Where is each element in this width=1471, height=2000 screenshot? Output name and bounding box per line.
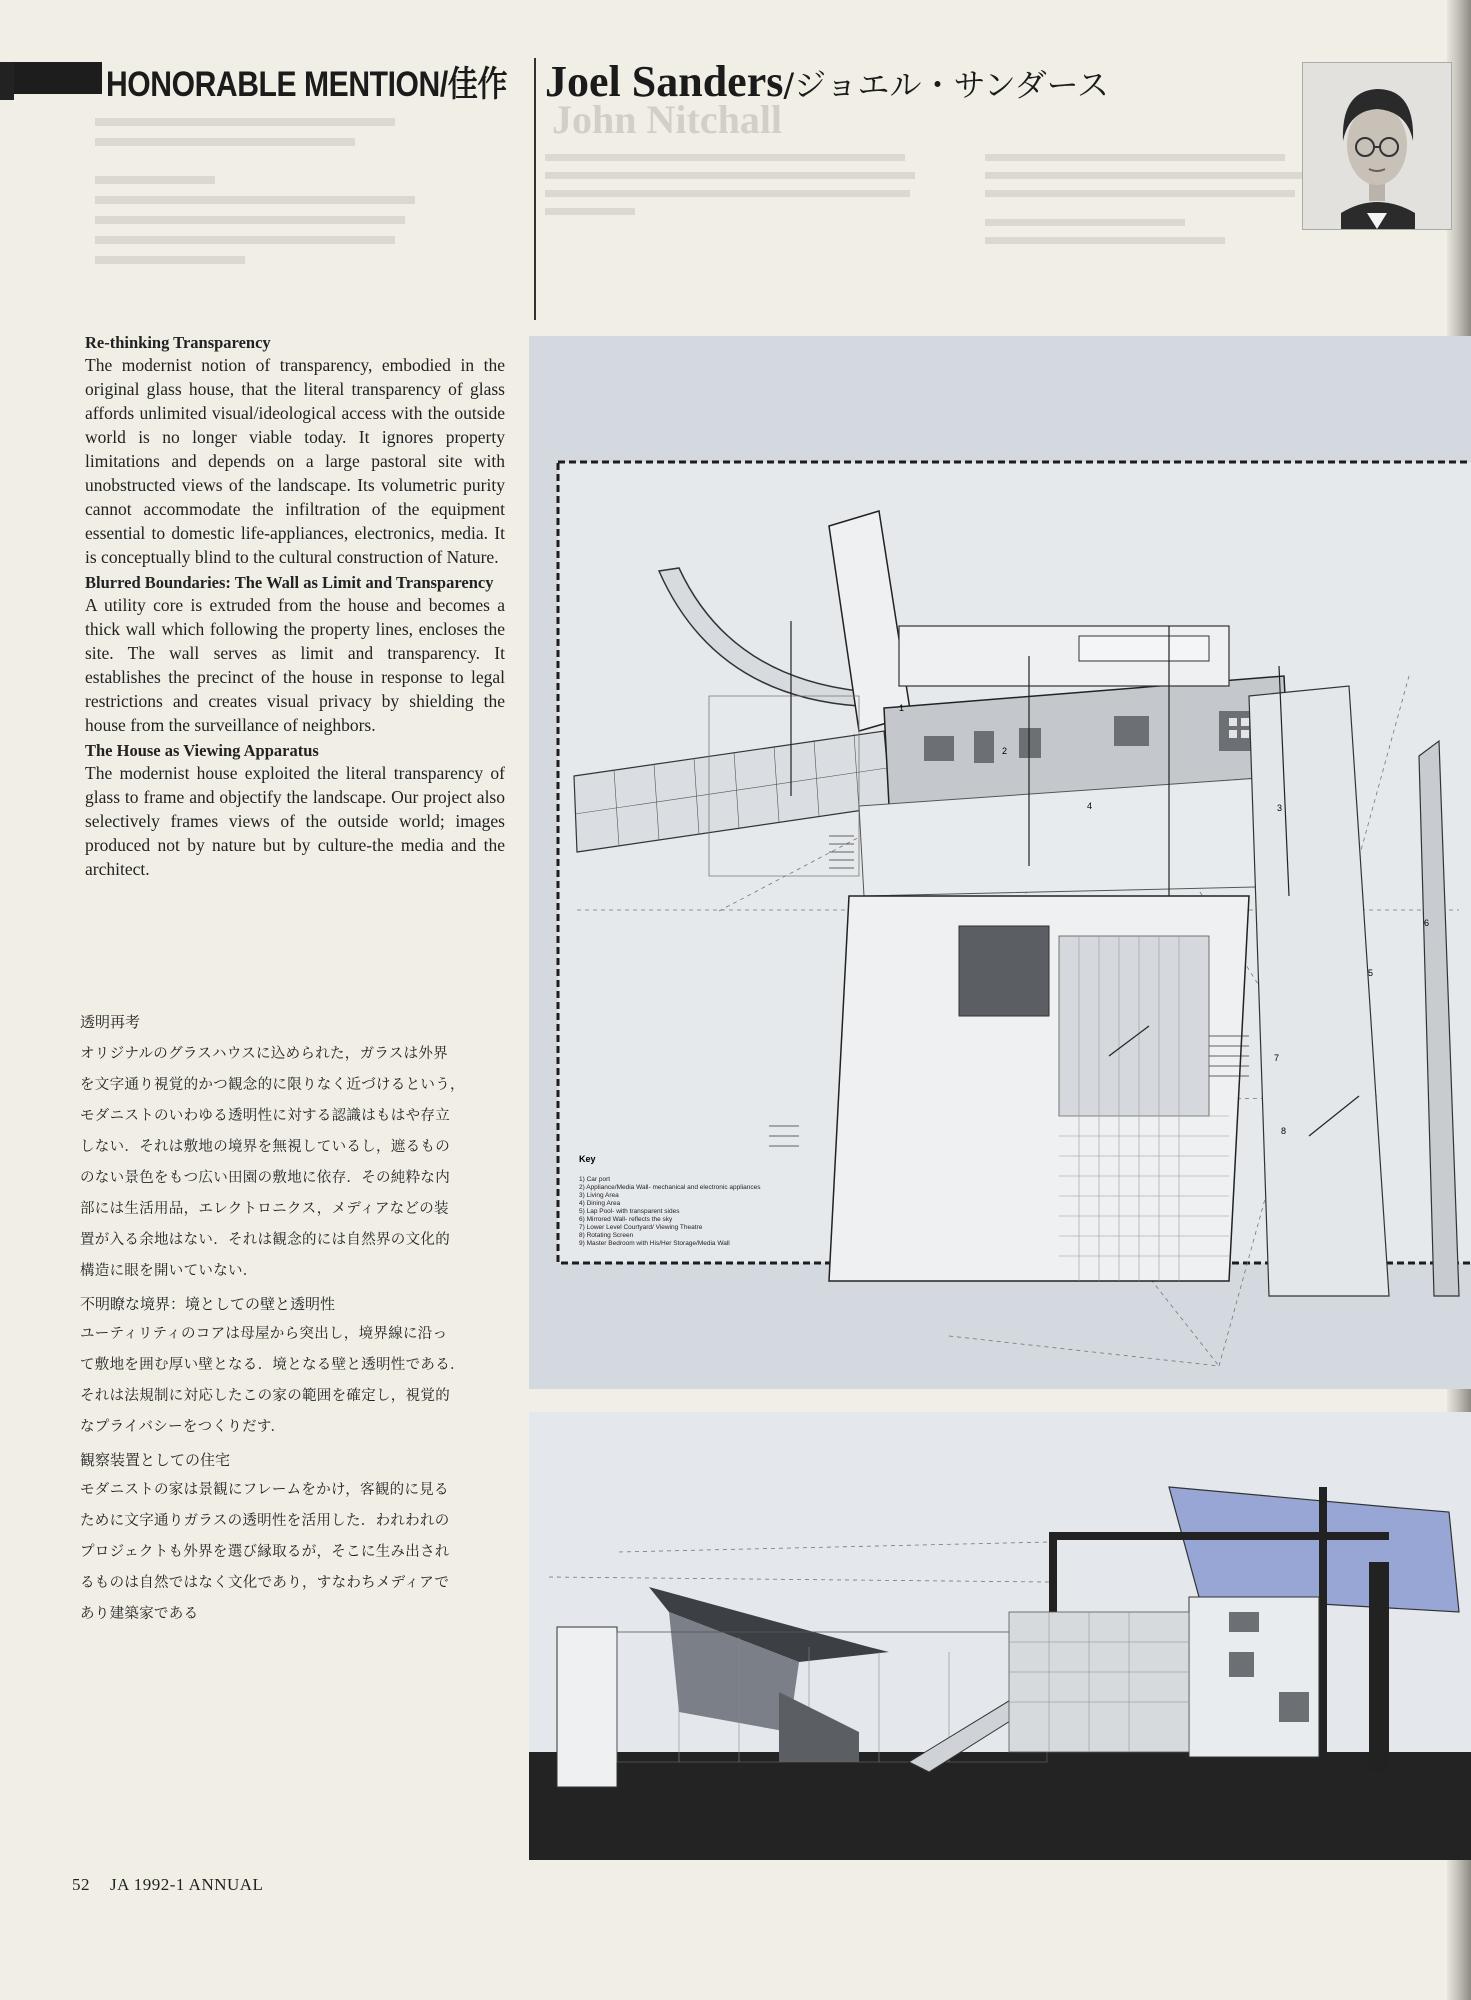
jp-line: それは法規制に対応したこの家の範囲を確定し，視覚的 bbox=[80, 1388, 450, 1404]
jp-line: オリジナルのグラスハウスに込められた，ガラスは外界 bbox=[80, 1046, 448, 1062]
show-through-block-2 bbox=[545, 150, 915, 215]
room-number: 3 bbox=[1277, 803, 1283, 813]
plan-key-item: 1) Car port bbox=[579, 1176, 611, 1183]
jp-line: ユーティリティのコアは母屋から突出し，境界線に沿っ bbox=[80, 1326, 448, 1342]
section-heading-boundaries: Blurred Boundaries: The Wall as Limit and Transparency bbox=[85, 573, 494, 592]
room-number: 7 bbox=[1274, 1053, 1280, 1063]
jp-line: モダニストのいわゆる透明性に対する認識はもはや存立 bbox=[80, 1108, 450, 1124]
plan-key-item: 7) Lower Level Courtyard/ Viewing Theatre bbox=[579, 1224, 703, 1231]
plan-key-item: 9) Master Bedroom with His/Her Storage/Media Wall bbox=[579, 1240, 730, 1247]
japanese-text-column bbox=[80, 1005, 505, 1630]
page-number: 52 bbox=[72, 1875, 90, 1894]
plan-key-item: 8) Rotating Screen bbox=[579, 1232, 634, 1239]
plan-key-item: 4) Dining Area bbox=[579, 1200, 621, 1207]
header-black-bar bbox=[14, 62, 102, 94]
jp-line: 置が入る余地はない．それは観念的には自然界の文化的 bbox=[80, 1232, 450, 1248]
jp-line: のない景色をもつ広い田園の敷地に依存．その純粋な内 bbox=[80, 1170, 450, 1186]
jp-line: モダニストの家は景観にフレームをかけ，客観的に見る bbox=[80, 1482, 449, 1498]
jp-line: プロジェクトも外界を選び縁取るが，そこに生み出され bbox=[80, 1544, 450, 1560]
jp-line: 構造に眼を開いていない． bbox=[80, 1263, 258, 1279]
architect-portrait bbox=[1302, 62, 1452, 230]
jp-line: て敷地を囲む厚い壁となる．境となる壁と透明性である． bbox=[80, 1357, 465, 1373]
page-footer bbox=[72, 1875, 263, 1895]
header-divider bbox=[534, 58, 536, 320]
jp-line: 部には生活用品，エレクトロニクス，メディアなどの装 bbox=[80, 1201, 449, 1217]
plan-key-title: Key bbox=[579, 1154, 596, 1164]
jp-line: を文字通り視覚的かつ観念的に限りなく近づけるという， bbox=[80, 1077, 465, 1093]
section-heading-transparency: Re-thinking Transparency bbox=[85, 333, 271, 352]
paragraph-viewing: The modernist house exploited the literal transparency of glass to frame and objectify the landscape. Our project also selectively frames views of the outside world; images produced not by nature but by culture-the media and the architect. bbox=[85, 763, 505, 879]
plan-key-item: 6) Mirrored Wall- reflects the sky bbox=[579, 1216, 673, 1223]
paragraph-boundaries: A utility core is extruded from the house and becomes a thick wall which following the property lines, encloses the site. The wall serves as limit and transparency. It establishes the precinct of the house in response to legal restrictions and creates visual privacy by shielding the house from the surveillance of neighbors. bbox=[85, 595, 505, 735]
show-through-title: John Nitchall bbox=[552, 97, 783, 142]
room-number: 6 bbox=[1424, 918, 1430, 928]
page-edge-mark bbox=[0, 62, 14, 100]
jp-heading-viewing: 観察装置としての住宅 bbox=[80, 1451, 231, 1469]
section-drawing-panel bbox=[529, 1412, 1471, 1860]
jp-line: あり建築家である bbox=[80, 1606, 199, 1622]
english-text-column bbox=[85, 332, 505, 881]
architect-name-en: Joel Sanders bbox=[545, 57, 784, 106]
room-number: 8 bbox=[1281, 1126, 1287, 1136]
publication-name: JA 1992-1 ANNUAL bbox=[110, 1875, 264, 1894]
plan-drawing-panel bbox=[529, 336, 1471, 1389]
room-number: 1 bbox=[899, 703, 905, 713]
architect-name-jp: /ジョエル・サンダース bbox=[783, 66, 1110, 104]
plan-key-item: 5) Lap Pool- with transparent sides bbox=[579, 1208, 680, 1215]
jp-line: なプライバシーをつくりだす． bbox=[80, 1419, 286, 1435]
plan-key-item: 3) Living Area bbox=[579, 1192, 619, 1199]
plan-key-item: 2) Appliance/Media Wall- mechanical and electronic appliances bbox=[579, 1184, 761, 1191]
jp-heading-boundaries: 不明瞭な境界：境としての壁と透明性 bbox=[80, 1295, 336, 1313]
show-through-block-1 bbox=[95, 112, 415, 264]
jp-line: るものは自然ではなく文化であり，すなわちメディアで bbox=[80, 1575, 450, 1591]
show-through-block-3 bbox=[985, 150, 1305, 244]
paragraph-transparency: The modernist notion of transparency, embodied in the original glass house, that the literal transparency of glass affords unlimited visual/ideological access with the outside world is no longer viable today. It ignores property limitations and depends on a large pastoral site with unobstructed views of the landscape. Its volumetric purity cannot accommodate the infiltration of the equipment essential to domestic life-appliances, electronics, media. It is conceptually blind to the cultural construction of Nature. bbox=[85, 355, 505, 567]
jp-line: ために文字通りガラスの透明性を活用した．われわれの bbox=[80, 1513, 450, 1529]
jp-heading-transparency: 透明再考 bbox=[80, 1013, 141, 1031]
jp-line: しない．それは敷地の境界を無視しているし，遮るもの bbox=[80, 1139, 450, 1155]
award-heading: HONORABLE MENTION/佳作 bbox=[106, 65, 508, 104]
room-number: 4 bbox=[1087, 801, 1093, 811]
room-number: 5 bbox=[1368, 968, 1374, 978]
section-heading-viewing: The House as Viewing Apparatus bbox=[85, 741, 319, 760]
room-number: 2 bbox=[1002, 746, 1008, 756]
